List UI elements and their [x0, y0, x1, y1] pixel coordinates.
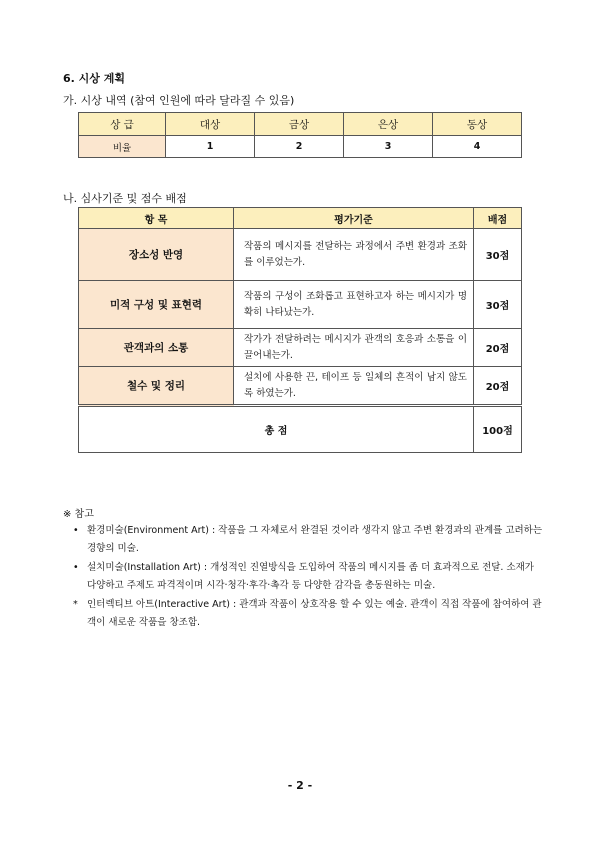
award-header-cell: 대상	[166, 113, 255, 136]
award-header-cell: 동상	[433, 113, 522, 136]
asterisk-icon: *	[73, 599, 78, 610]
award-header-cell: 은상	[344, 113, 433, 136]
criteria-header-cell: 항 목	[79, 208, 234, 229]
table-row	[79, 367, 522, 406]
criteria-item: 철수 및 정리	[79, 367, 234, 406]
total-row	[79, 406, 522, 453]
criteria-desc: 작품의 메시지를 전달하는 과정에서 주변 환경과 조화를 이루었는가.	[234, 229, 474, 281]
award-value-cell: 1	[166, 136, 255, 158]
note-text: 인터렉티브 아트(Interactive Art) : 관객과 작품이 상호작용 할 수 있는 예술. 관객이 직접 작품에 참여하여 관객이 새로운 작품을 창조함.	[87, 599, 542, 628]
award-table	[78, 112, 522, 158]
list-item	[73, 559, 543, 594]
notes-list	[73, 522, 543, 633]
criteria-score: 30점	[474, 229, 522, 281]
criteria-score: 20점	[474, 329, 522, 367]
criteria-score: 20점	[474, 367, 522, 406]
criteria-item: 장소성 반영	[79, 229, 234, 281]
criteria-subtitle: 나. 심사기준 및 점수 배점	[63, 192, 187, 205]
note-text: 설치미술(Installation Art) : 개성적인 진열방식을 도입하여 작품의 메시지를 좀 더 효과적으로 전달. 소재가 다양하고 주제도 파격적이며 시각·청각·후각·촉각 등 다양한 감각을 총동원하는 미술.	[87, 562, 534, 591]
page-number: - 2 -	[287, 779, 313, 792]
table-row	[79, 229, 522, 281]
criteria-header-cell: 배점	[474, 208, 522, 229]
criteria-item: 미적 구성 및 표현력	[79, 281, 234, 329]
award-subtitle: 가. 시상 내역 (참여 인원에 따라 달라질 수 있음)	[63, 94, 295, 107]
criteria-desc: 작가가 전달하려는 메시지가 관객의 호응과 소통을 이끌어내는가.	[234, 329, 474, 367]
total-label: 총 점	[79, 406, 474, 453]
bullet-icon: •	[73, 525, 79, 536]
criteria-item: 관객과의 소통	[79, 329, 234, 367]
criteria-score: 30점	[474, 281, 522, 329]
criteria-desc: 작품의 구성이 조화롭고 표현하고자 하는 메시지가 명확히 나타났는가.	[234, 281, 474, 329]
list-item	[73, 596, 543, 631]
total-score: 100점	[474, 406, 522, 453]
bullet-icon: •	[73, 562, 79, 573]
award-row-label: 비율	[79, 136, 166, 158]
award-header-row	[79, 113, 522, 136]
award-ratio-row	[79, 136, 522, 158]
note-text: 환경미술(Environment Art) : 작품을 그 자체로서 완결된 것이라 생각지 않고 주변 환경과의 관계를 고려하는 경향의 미술.	[87, 525, 543, 554]
criteria-desc: 설치에 사용한 끈, 테이프 등 일체의 흔적이 남지 않도록 하였는가.	[234, 367, 474, 406]
list-item	[73, 522, 543, 557]
criteria-header-cell: 평가기준	[234, 208, 474, 229]
criteria-header-row	[79, 208, 522, 229]
award-value-cell: 3	[344, 136, 433, 158]
table-row	[79, 281, 522, 329]
award-value-cell: 4	[433, 136, 522, 158]
award-value-cell: 2	[255, 136, 344, 158]
section-title: 6. 시상 계획	[63, 72, 125, 85]
award-header-cell: 상 급	[79, 113, 166, 136]
notes-title: ※ 참고	[63, 509, 94, 520]
criteria-table	[78, 207, 522, 453]
award-header-cell: 금상	[255, 113, 344, 136]
table-row	[79, 329, 522, 367]
